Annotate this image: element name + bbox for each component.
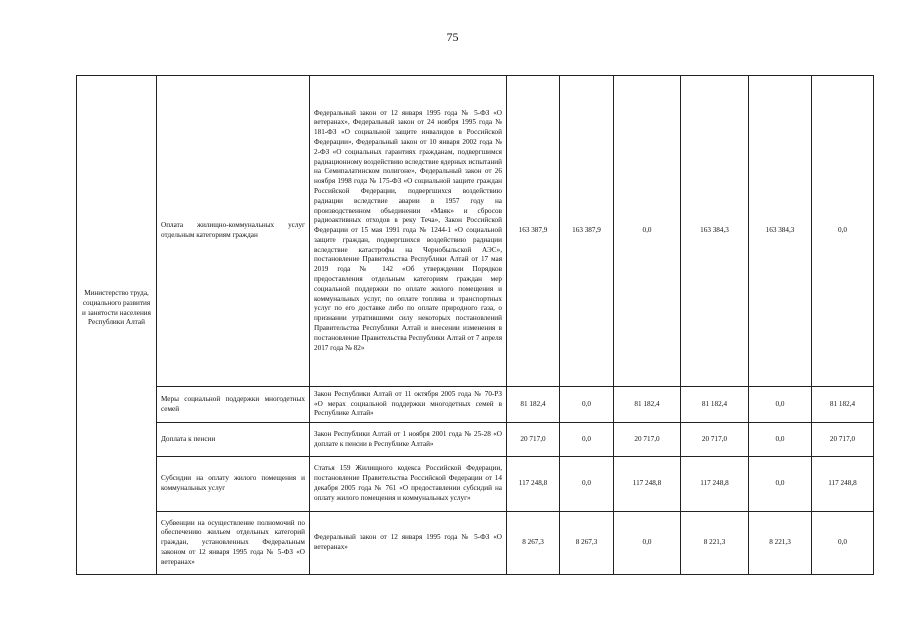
budget-table bbox=[76, 75, 874, 575]
value-cell: 81 182,4 bbox=[614, 387, 681, 423]
table-row bbox=[77, 512, 874, 575]
law-cell: Федеральный закон от 12 января 1995 года № 5-ФЗ «О ветеранах» bbox=[310, 512, 507, 575]
table-row bbox=[77, 457, 874, 512]
ministry-name: Министерство труда, социального развития и занятости населения Республики Алтай bbox=[82, 289, 151, 327]
value-cell: 163 384,3 bbox=[749, 76, 812, 387]
value-cell: 163 384,3 bbox=[681, 76, 749, 387]
measure-cell: Меры социальной поддержки многодетных семей bbox=[157, 387, 310, 423]
value-cell: 163 387,9 bbox=[507, 76, 560, 387]
table-row bbox=[77, 423, 874, 457]
measure-cell: Субсидии на оплату жилого помещения и коммунальных услуг bbox=[157, 457, 310, 512]
value-cell: 0,0 bbox=[614, 76, 681, 387]
value-cell: 117 248,8 bbox=[681, 457, 749, 512]
page-number: 75 bbox=[446, 30, 459, 44]
value-cell: 81 182,4 bbox=[507, 387, 560, 423]
value-cell: 0,0 bbox=[560, 423, 614, 457]
measure-cell: Оплата жилищно-коммунальных услуг отдельным категориям граждан bbox=[157, 76, 310, 387]
value-cell: 8 221,3 bbox=[681, 512, 749, 575]
value-cell: 8 267,3 bbox=[507, 512, 560, 575]
value-cell: 20 717,0 bbox=[614, 423, 681, 457]
value-cell: 0,0 bbox=[560, 387, 614, 423]
value-cell: 0,0 bbox=[560, 457, 614, 512]
ministry-cell bbox=[77, 76, 157, 575]
value-cell: 8 221,3 bbox=[749, 512, 812, 575]
value-cell: 0,0 bbox=[749, 387, 812, 423]
table-row bbox=[77, 76, 874, 387]
value-cell: 0,0 bbox=[812, 76, 874, 387]
law-cell: Закон Республики Алтай от 1 ноября 2001 года № 25-28 «О доплате к пенсии в Республике Алтай» bbox=[310, 423, 507, 457]
value-cell: 0,0 bbox=[614, 512, 681, 575]
law-cell: Статья 159 Жилищного кодекса Российской Федерации, постановление Правительства Российской Федерации от 14 декабря 2005 года № 761 «О предоставлении субсидий на оплату жилого помещения и коммунальных услуг» bbox=[310, 457, 507, 512]
value-cell: 117 248,8 bbox=[614, 457, 681, 512]
value-cell: 117 248,8 bbox=[812, 457, 874, 512]
value-cell: 0,0 bbox=[749, 457, 812, 512]
value-cell: 0,0 bbox=[812, 512, 874, 575]
value-cell: 8 267,3 bbox=[560, 512, 614, 575]
value-cell: 81 182,4 bbox=[812, 387, 874, 423]
value-cell: 117 248,8 bbox=[507, 457, 560, 512]
table-row bbox=[77, 387, 874, 423]
law-cell: Федеральный закон от 12 января 1995 года № 5-ФЗ «О ветеранах», Федеральный закон от 24 ноября 1995 года № 181-ФЗ «О социальной защите инвалидов в Российской Федерации», Федеральный закон от 10 января 2002 года № 2-ФЗ «О социальных гарантиях гражданам, подвергшимся радиационному воздействию вследствие ядерных испытаний на Семипалатинском полигоне», Федеральный закон от 26 ноября 1998 года № 175-ФЗ «О социальной защите граждан Российской Федерации, подвергшихся воздействию радиации вследствие аварии в 1957 году на производственном объединении «Маяк» и сбросов радиоактивных отходов в реку Теча», Закон Российской Федерации от 15 мая 1991 года № 1244-1 «О социальной защите граждан, подвергшихся воздействию радиации вследствие катастрофы на Чернобыльской АЭС», постановление Правительства Республики Алтай от 17 мая 2019 года № 142 «Об утверждении Порядков предоставления отдельным категориям граждан мер социальной поддержки по оплате жилого помещения и коммунальных услуг, по оплате топлива и транспортных услуг по его доставке либо по оплате природного газа, о признании утратившими силу некоторых постановлений Правительства Республики Алтай и внесении изменения в постановление Правительства Республики Алтай от 7 апреля 2017 года № 82» bbox=[310, 76, 507, 387]
value-cell: 20 717,0 bbox=[812, 423, 874, 457]
measure-cell: Субвенции на осуществление полномочий по обеспечению жильем отдельных категорий граждан, установленных Федеральным законом от 12 января 1995 года № 5-ФЗ «О ветеранах» bbox=[157, 512, 310, 575]
value-cell: 81 182,4 bbox=[681, 387, 749, 423]
value-cell: 20 717,0 bbox=[507, 423, 560, 457]
value-cell: 0,0 bbox=[749, 423, 812, 457]
value-cell: 20 717,0 bbox=[681, 423, 749, 457]
law-cell: Закон Республики Алтай от 11 октября 2005 года № 70-РЗ «О мерах социальной поддержки многодетных семей в Республике Алтай» bbox=[310, 387, 507, 423]
value-cell: 163 387,9 bbox=[560, 76, 614, 387]
measure-cell: Доплата к пенсии bbox=[157, 423, 310, 457]
